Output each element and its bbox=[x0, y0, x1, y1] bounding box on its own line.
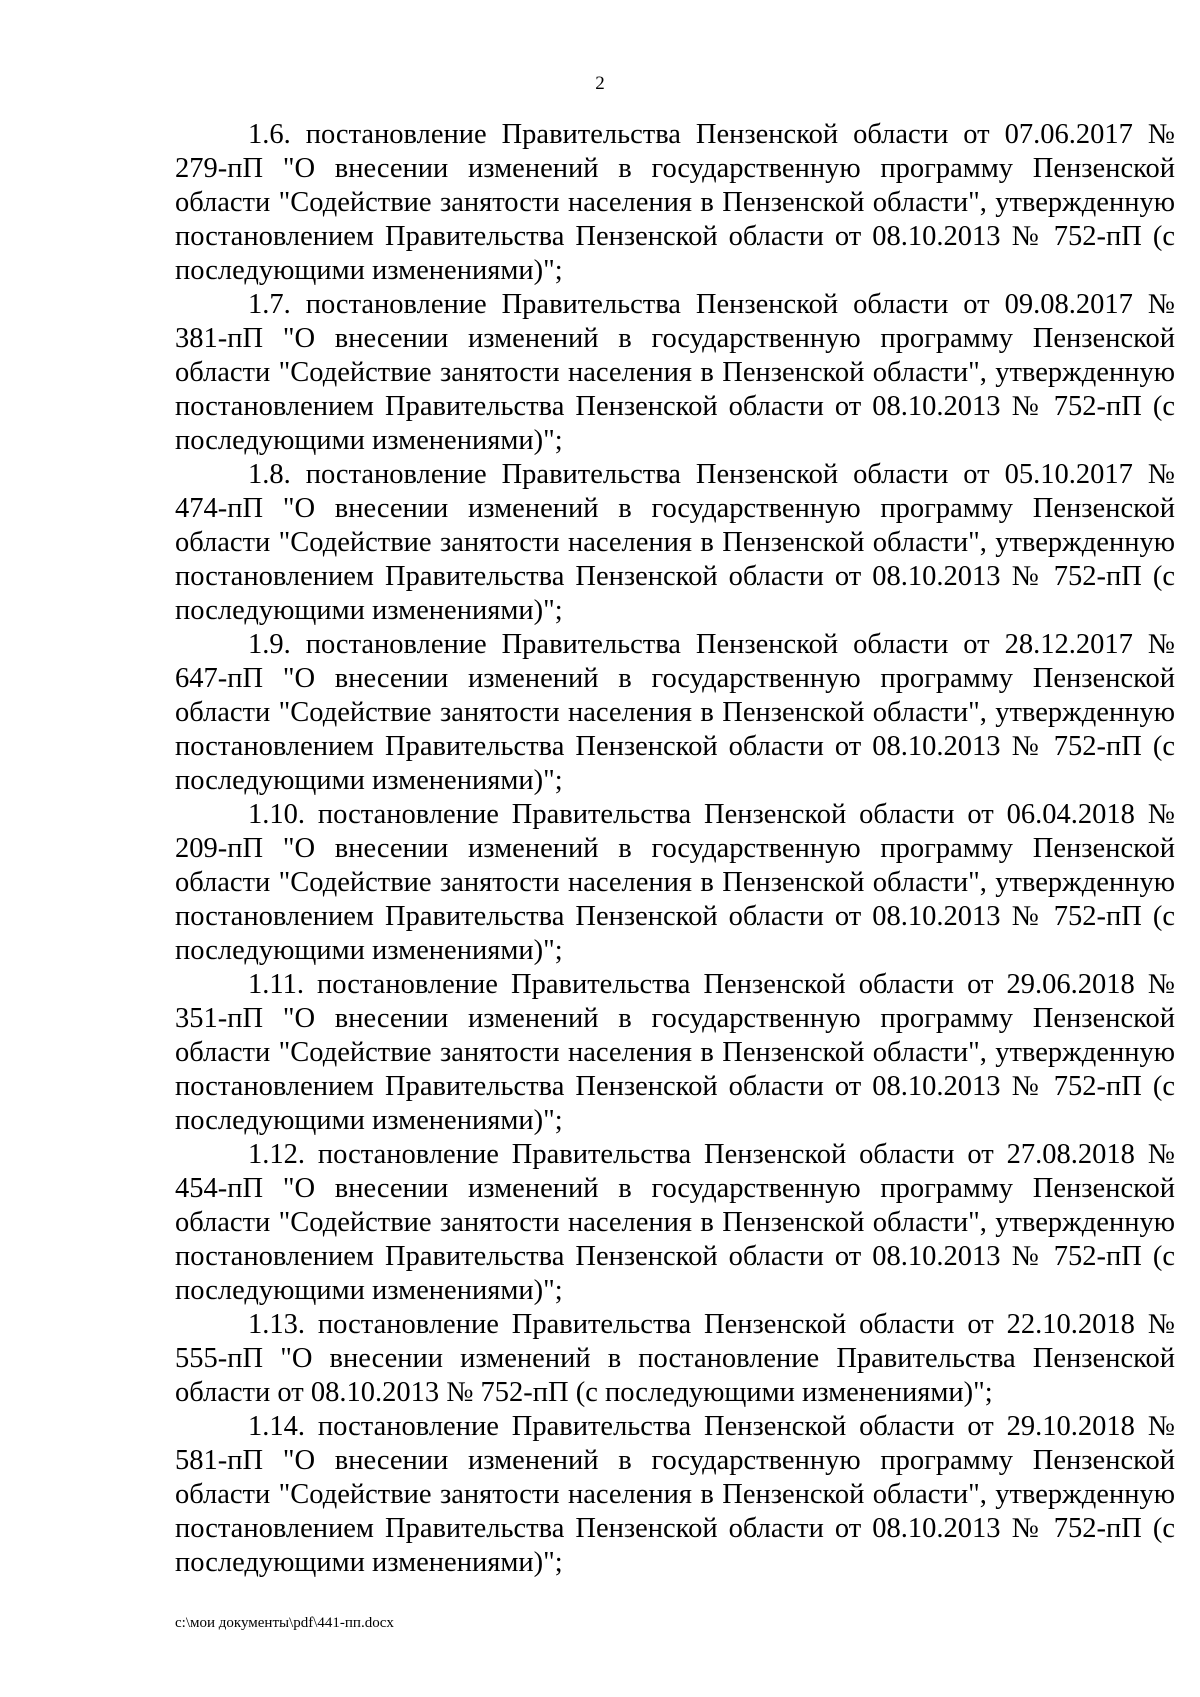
footer-file-path: c:\мои документы\pdf\441-пп.docx bbox=[175, 1615, 394, 1631]
paragraph-1-10: 1.10. постановление Правительства Пензенской области от 06.04.2018 № 209-пП "О внесении изменений в государственную программу Пензенской области "Содействие занятости населения в Пензенской области", утвержденную постановлением Правительства Пензенской области от 08.10.2013 № 752-пП (с последующими изменениями)"; bbox=[175, 799, 1175, 966]
paragraph-1-8: 1.8. постановление Правительства Пензенской области от 05.10.2017 № 474-пП "О внесении изменений в государственную программу Пензенской области "Содействие занятости населения в Пензенской области", утвержденную постановлением Правительства Пензенской области от 08.10.2013 № 752-пП (с последующими изменениями)"; bbox=[175, 459, 1175, 626]
page-number: 2 bbox=[595, 73, 605, 94]
paragraph-1-13: 1.13. постановление Правительства Пензенской области от 22.10.2018 № 555-пП "О внесении изменений в постановление Правительства Пензенской области от 08.10.2013 № 752-пП (с последующими изменениями)"; bbox=[175, 1309, 1175, 1408]
paragraph-1-11: 1.11. постановление Правительства Пензенской области от 29.06.2018 № 351-пП "О внесении изменений в государственную программу Пензенской области "Содействие занятости населения в Пензенской области", утвержденную постановлением Правительства Пензенской области от 08.10.2013 № 752-пП (с последующими изменениями)"; bbox=[175, 969, 1175, 1136]
paragraph-1-7: 1.7. постановление Правительства Пензенской области от 09.08.2017 № 381-пП "О внесении изменений в государственную программу Пензенской области "Содействие занятости населения в Пензенской области", утвержденную постановлением Правительства Пензенской области от 08.10.2013 № 752-пП (с последующими изменениями)"; bbox=[175, 289, 1175, 456]
paragraph-1-12: 1.12. постановление Правительства Пензенской области от 27.08.2018 № 454-пП "О внесении изменений в государственную программу Пензенской области "Содействие занятости населения в Пензенской области", утвержденную постановлением Правительства Пензенской области от 08.10.2013 № 752-пП (с последующими изменениями)"; bbox=[175, 1139, 1175, 1306]
paragraph-1-9: 1.9. постановление Правительства Пензенской области от 28.12.2017 № 647-пП "О внесении изменений в государственную программу Пензенской области "Содействие занятости населения в Пензенской области", утвержденную постановлением Правительства Пензенской области от 08.10.2013 № 752-пП (с последующими изменениями)"; bbox=[175, 629, 1175, 796]
paragraph-1-14: 1.14. постановление Правительства Пензенской области от 29.10.2018 № 581-пП "О внесении изменений в государственную программу Пензенской области "Содействие занятости населения в Пензенской области", утвержденную постановлением Правительства Пензенской области от 08.10.2013 № 752-пП (с последующими изменениями)"; bbox=[175, 1411, 1175, 1578]
paragraph-1-6: 1.6. постановление Правительства Пензенской области от 07.06.2017 № 279-пП "О внесении изменений в государственную программу Пензенской области "Содействие занятости населения в Пензенской области", утвержденную постановлением Правительства Пензенской области от 08.10.2013 № 752-пП (с последующими изменениями)"; bbox=[175, 119, 1175, 286]
document-body bbox=[175, 118, 1175, 1580]
